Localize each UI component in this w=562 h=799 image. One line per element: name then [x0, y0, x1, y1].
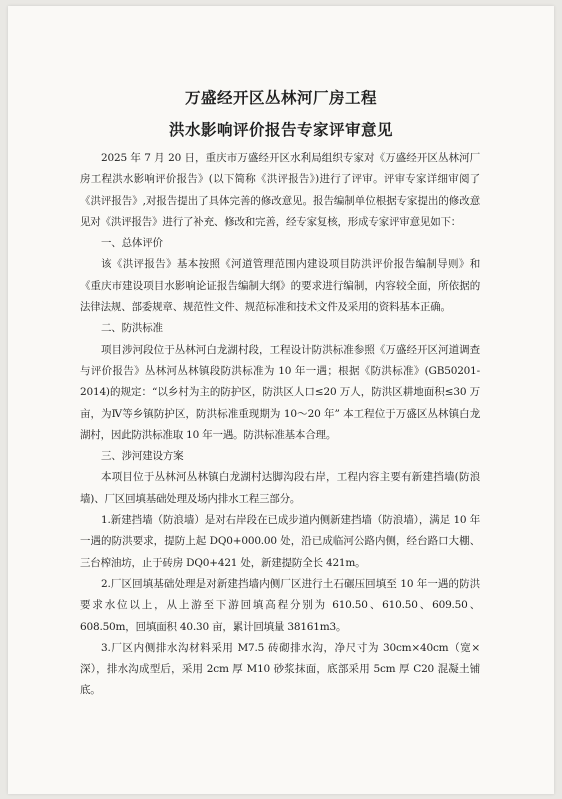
body-paragraph: 1.新建挡墙（防浪墙）是对右岸段在已成步道内侧新建挡墙（防浪墙），满足 10 年一遇的防洪要求，提防上起 DQ0+000.00 处，沿已成临河公路内侧，经台路口大棚、三台榨油坊，止于砖房 DQ0+421 处，新建提防全长 421m。: [80, 514, 480, 569]
document-title-line1: 万盛经开区丛林河厂房工程: [184, 88, 377, 107]
body-paragraph: 3.厂区内侧排水沟材料采用 M7.5 砖砌排水沟，净尺寸为 30cm×40cm（宽×深），排水沟成型后，采用 2cm 厚 M10 砂浆抹面，底部采用 5cm 厚 C20 混凝土铺底。: [80, 641, 480, 697]
section-heading: 二、防洪标准: [101, 322, 163, 335]
body-paragraph: 本项目位于丛林河丛林镇白龙湖村达脚沟段右岸，工程内容主要有新建挡墙(防浪墙)、厂区回填基础处理及场内排水工程三部分。: [80, 471, 480, 505]
body-paragraph: 该《洪评报告》基本按照《河道管理范围内建设项目防洪评价报告编制导则》和《重庆市建设项目水影响论证报告编制大纲》的要求进行编制，内容较全面，所依据的法律法规、部委规章、规范性文件、规范标准和技术文件及采用的资料基本正确。: [80, 258, 480, 314]
document-title-line2: 洪水影响评价报告专家评审意见: [168, 120, 393, 139]
body-paragraph: 2.厂区回填基础处理是对新建挡墙内侧厂区进行土石碾压回填至 10 年一遇的防洪要求水位以上，从上游至下游回填高程分别为 610.50、610.50、609.50、608.50m，回填面积 40.30 亩，累计回填量 38161m3。: [80, 577, 480, 633]
document-body: [80, 148, 480, 702]
intro-paragraph: 2025 年 7 月 20 日，重庆市万盛经开区水利局组织专家对《万盛经开区丛林河厂房工程洪水影响评价报告》(以下简称《洪评报告》)进行了评审。评审专家详细审阅了《洪评报告》,对报告提出了具体完善的修改意见。报告编制单位根据专家提出的修改意见对《洪评报告》进行了补充、修改和完善，经专家复核，形成专家评审意见如下：: [80, 152, 480, 228]
section-heading: 一、总体评价: [101, 237, 163, 250]
section-heading: 三、涉河建设方案: [101, 450, 184, 463]
document-page: [8, 6, 554, 794]
body-paragraph: 项目涉河段位于丛林河白龙湖村段，工程设计防洪标准参照《万盛经开区河道调查与评价报告》丛林河丛林镇段防洪标准为 10 年一遇；根据《防洪标准》(GB50201-2014)的规定：“以乡村为主的防护区，防洪区人口≤20 万人，防洪区耕地面积≤30 万亩，为Ⅳ等乡镇防护区，防洪标准重现期为 10～20 年” 本工程位于万盛区丛林镇白龙湖村，因此防洪标准取 10 年一遇。防洪标准基本合理。: [80, 343, 480, 441]
